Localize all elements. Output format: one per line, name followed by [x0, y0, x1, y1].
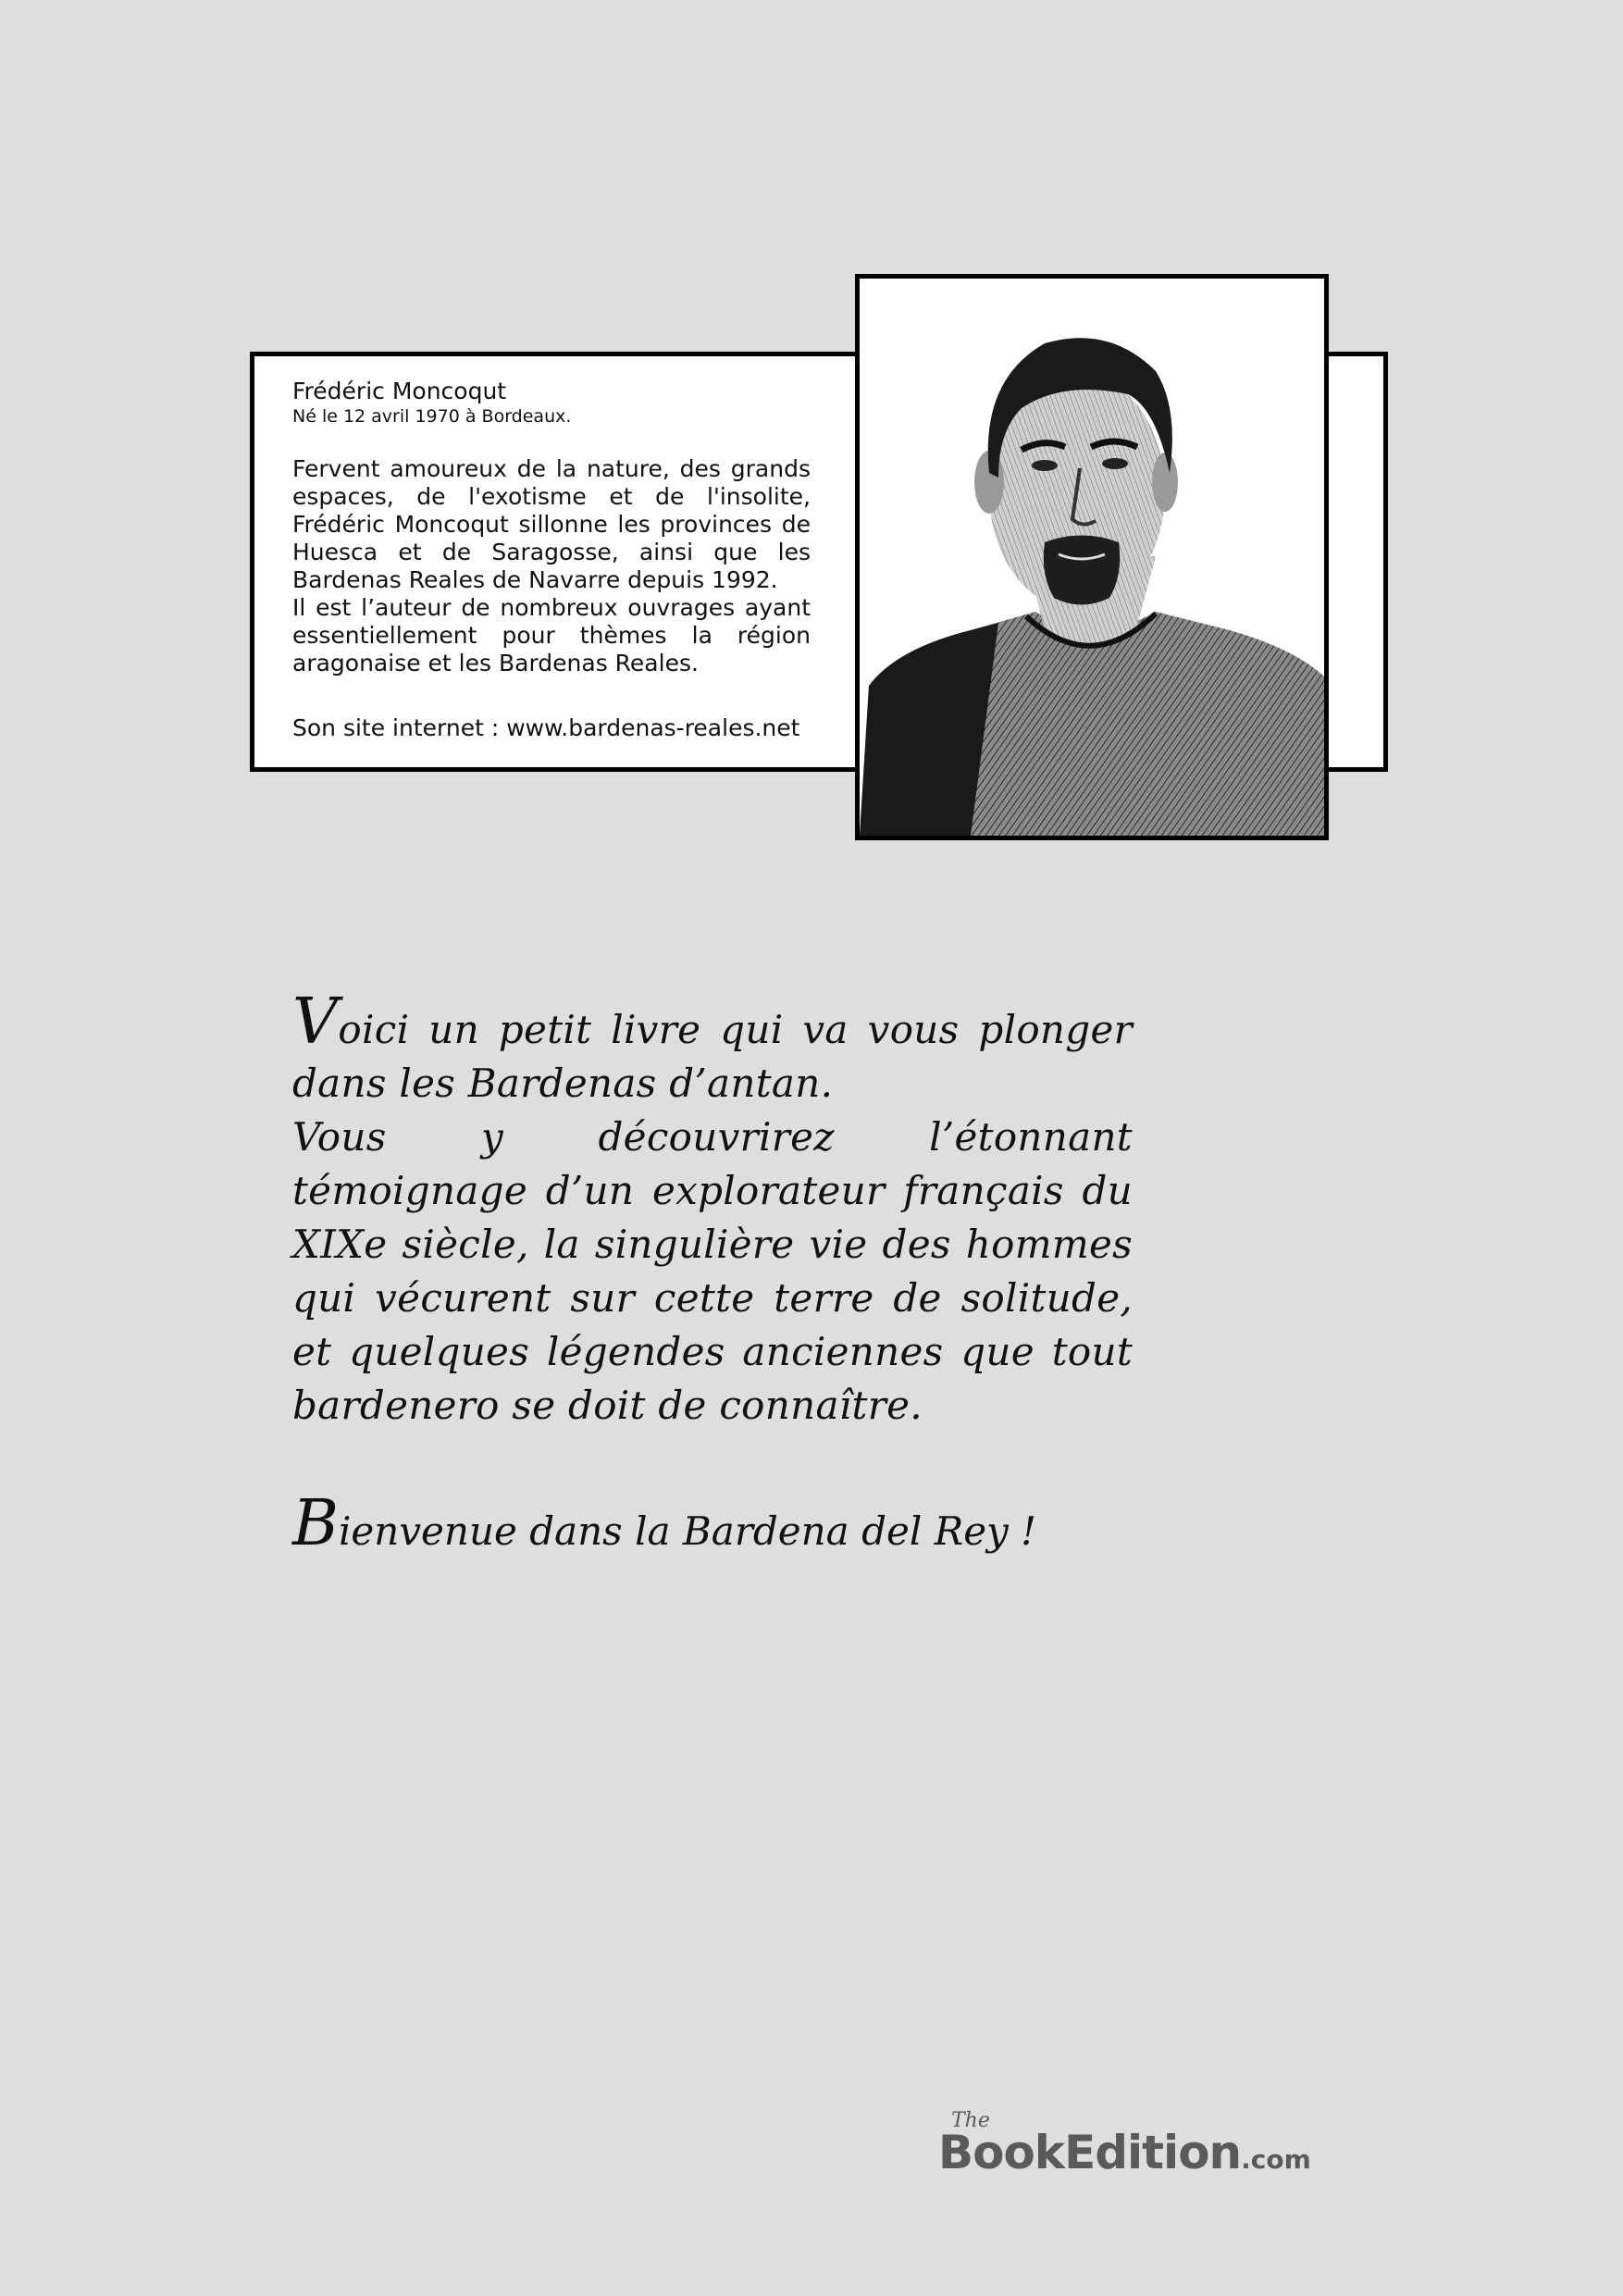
dropcap-v: V [292, 986, 339, 1059]
back-cover-blurb [292, 986, 1133, 1560]
author-photo [855, 274, 1329, 840]
author-birth: Né le 12 avril 1970 à Bordeaux. [292, 406, 572, 427]
dropcap-b: B [292, 1487, 339, 1560]
welcome-line [292, 1487, 1133, 1560]
logo-wordmark [938, 2127, 1311, 2186]
author-website: Son site internet : www.bardenas-reales.net [292, 714, 800, 741]
bio-paragraph-1: Fervent amoureux de la nature, des grands espaces, de l'exotisme et de l'insolite, Frédéric Moncoqut sillonne les provinces de Huesca et de Saragosse, ainsi que les Bardenas Reales de Navarre depuis 1992. [292, 455, 811, 593]
logo-the: The [951, 2109, 990, 2132]
author-biography [292, 455, 811, 677]
blurb-paragraph-2: Vous y découvrirez l’étonnant témoignage d’un explorateur français du XIXe siècle, la singulière vie des hommes qui vécurent sur cette terre de solitude, et quelques légendes anciennes que tout bardenero se doit de connaître. [292, 1114, 1133, 1428]
bio-paragraph-2: Il est l’auteur de nombreux ouvrages ayant essentiellement pour thèmes la région aragonaise et les Bardenas Reales. [292, 594, 811, 676]
welcome-text: ienvenue dans la Bardena del Rey ! [338, 1508, 1037, 1554]
author-name: Frédéric Moncoqut [292, 378, 507, 404]
author-bio [292, 378, 811, 742]
logo-name: BookEdition [938, 2126, 1242, 2179]
blurb-paragraph-1-text: oici un petit livre qui va vous plonger dans les Bardenas d’antan. [292, 1007, 1133, 1106]
logo-suffix: .com [1241, 2144, 1311, 2175]
publisher-logo [938, 2109, 1311, 2184]
blurb-paragraph-1 [292, 986, 1133, 1111]
blurb-text [292, 986, 1133, 1433]
author-portrait-image [860, 279, 1324, 836]
